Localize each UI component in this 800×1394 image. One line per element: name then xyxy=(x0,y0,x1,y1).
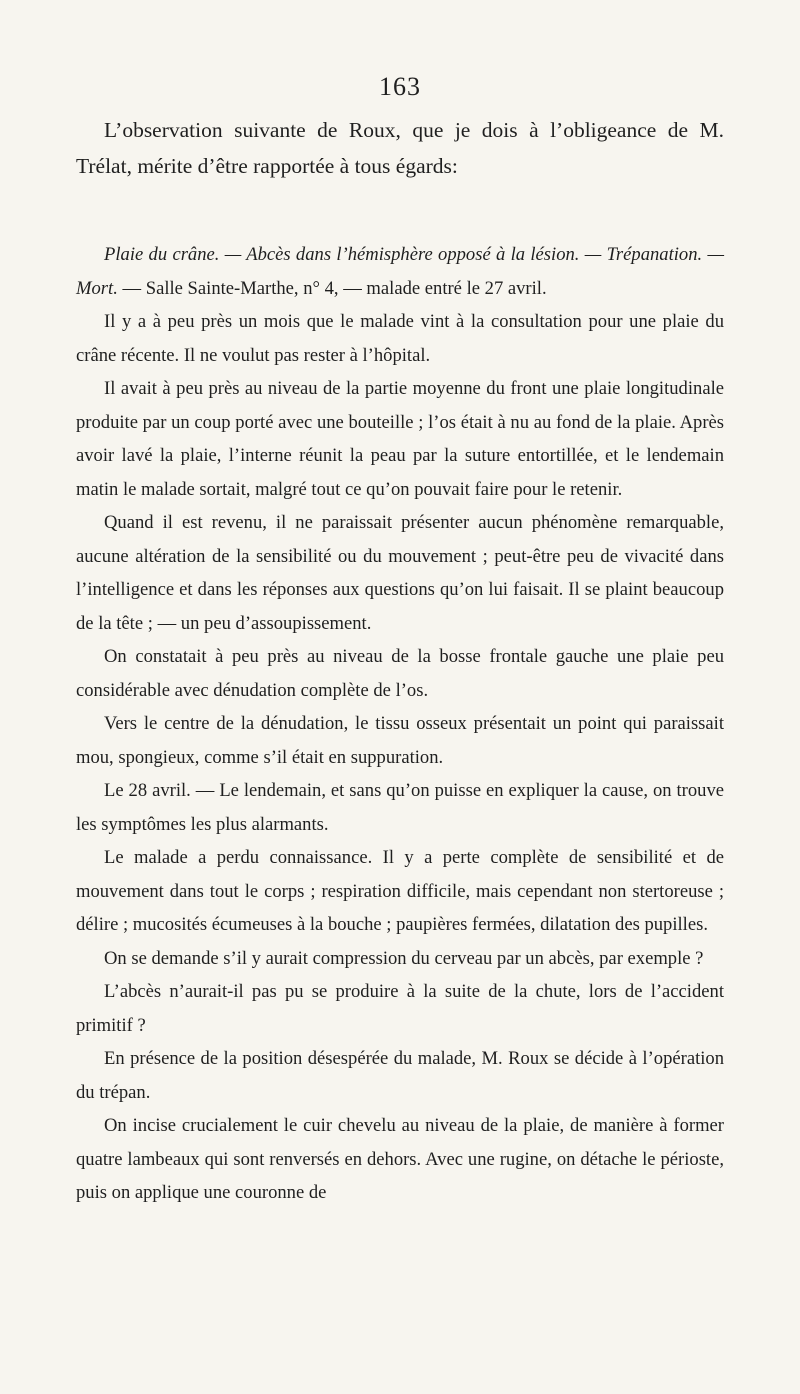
intro-text: L’observation suivante de Roux, que je dois à l’obligeance de M. Trélat, mérite d’être rapportée à tous égards: xyxy=(76,118,724,178)
paragraph-9: L’abcès n’aurait-il pas pu se produire à la suite de la chute, lors de l’accident primitif ? xyxy=(76,981,724,1036)
paragraph-3: Quand il est revenu, il ne paraissait présenter aucun phénomène remarquable, aucune altération de la sensibilité ou du mouvement ; peut-être peu de vivacité dans l’intelligence et dans les réponses aux questions qu’on lui faisait. Il se plaint beaucoup de la tête ; — un peu d’assoupissement. xyxy=(76,512,724,634)
observation-heading xyxy=(76,238,724,305)
observation-body xyxy=(76,238,724,1210)
paragraph-1: Il y a à peu près un mois que le malade vint à la consultation pour une plaie du crâne récente. Il ne voulut pas rester à l’hôpital. xyxy=(76,311,724,366)
heading-rest: — Salle Sainte-Marthe, n° 4, — malade entré le 27 avril. xyxy=(117,277,547,299)
page-number: 163 xyxy=(379,72,421,101)
paragraph-7: Le malade a perdu connaissance. Il y a perte complète de sensibilité et de mouvement dans tout le corps ; respiration difficile, mais cependant non stertoreuse ; délire ; mucosités écumeuses à la bouche ; paupières fermées, dilatation des pupilles. xyxy=(76,847,724,935)
paragraph-2: Il avait à peu près au niveau de la partie moyenne du front une plaie longitudinale produite par un coup porté avec une bouteille ; l’os était à nu au fond de la plaie. Après avoir lavé la plaie, l’interne réunit la peau par la suture entortillée, et le lendemain matin le malade sortait, malgré tout ce qu’on pouvait faire pour le retenir. xyxy=(76,378,724,500)
paragraph-8: On se demande s’il y aurait compression du cerveau par un abcès, par exemple ? xyxy=(104,947,704,969)
intro-paragraph xyxy=(76,112,724,184)
paragraph-5: Vers le centre de la dénudation, le tissu osseux présentait un point qui paraissait mou, spongieux, comme s’il était en suppuration. xyxy=(76,713,724,768)
paragraph-11: On incise crucialement le cuir chevelu au niveau de la plaie, de manière à former quatre lambeaux qui sont renversés en dehors. Avec une rugine, on détache le périoste, puis on applique une couronne de xyxy=(76,1115,724,1203)
heading-italic: Plaie du crâne. — Abcès dans l’hémisphère opposé à la lésion. — Trépanation. — Mort. xyxy=(76,244,724,299)
paragraph-10: En présence de la position désespérée du malade, M. Roux se décide à l’opération du trépan. xyxy=(76,1048,724,1103)
paragraph-4: On constatait à peu près au niveau de la bosse frontale gauche une plaie peu considérable avec dénudation complète de l’os. xyxy=(76,646,724,701)
paragraph-6: Le 28 avril. — Le lendemain, et sans qu’on puisse en expliquer la cause, on trouve les symptômes les plus alarmants. xyxy=(76,780,724,835)
